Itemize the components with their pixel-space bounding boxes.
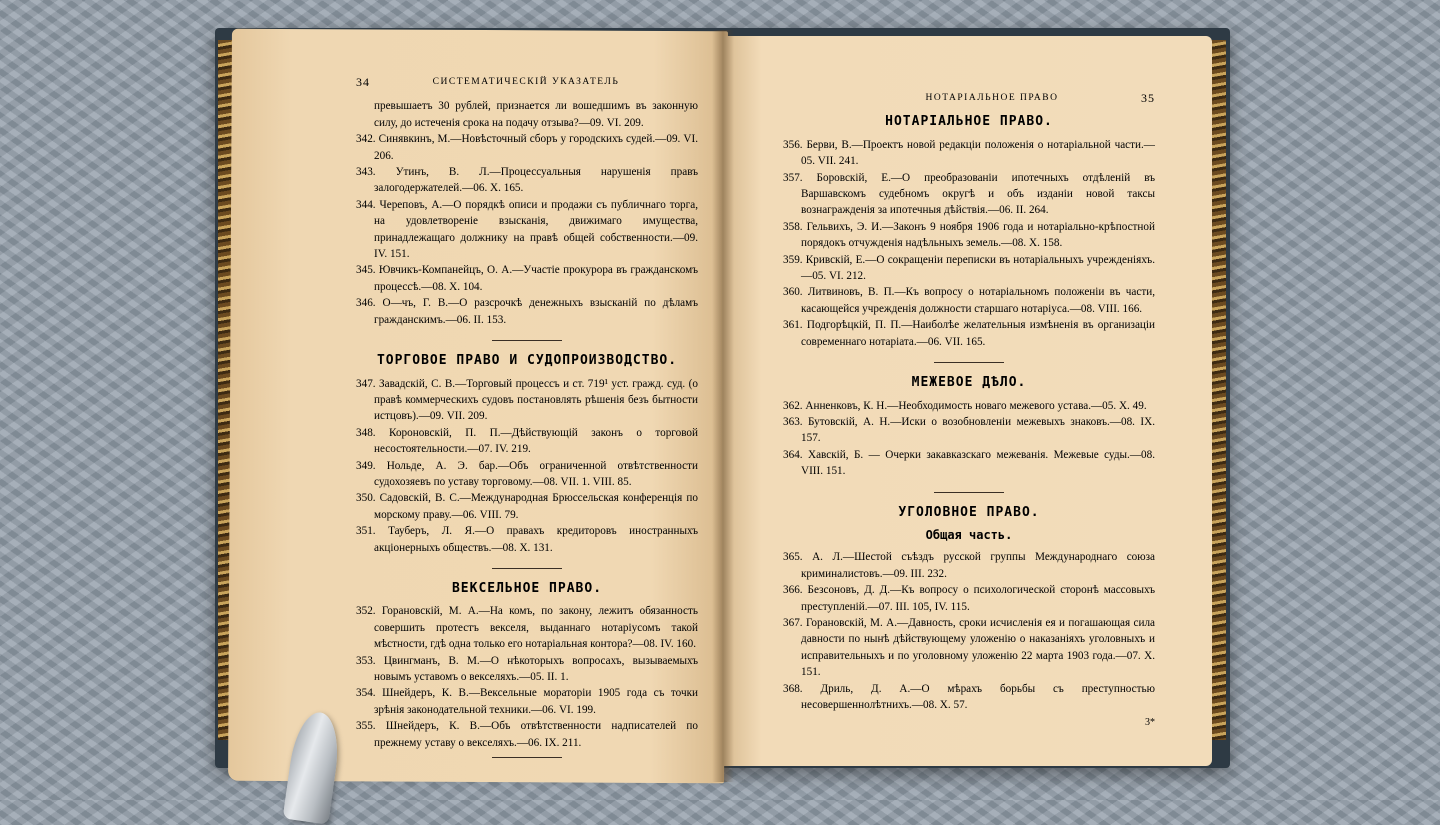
list-item: 345. Ювчикъ-Компанейцъ, О. А.—Участіе прокурора въ гражданскомъ процессѣ.—08. X. 104. <box>356 264 698 293</box>
list-item: 361. Подгорѣцкій, П. П.—Наиболѣе желательныя измѣненія въ организаціи современнаго нотаріата.—06. VII. 165. <box>783 319 1155 348</box>
list-item: 360. Литвиновъ, В. П.—Къ вопросу о нотаріальномъ положеніи въ части, касающейся учрежденія должности старшаго нотаріуса.—08. VIII. 166. <box>783 286 1155 315</box>
list-item: 348. Короновскій, П. П.—Дѣйствующій законъ о торговой несостоятельности.—07. IV. 219. <box>356 426 698 456</box>
divider <box>492 340 562 341</box>
section-title: ТОРГОВОЕ ПРАВО И СУДОПРОИЗВОДСТВО. <box>376 353 678 369</box>
section-title: ВЕКСЕЛЬНОЕ ПРАВО. <box>451 580 603 596</box>
list-item: 353. Цвингманъ, В. М.—О нѣкоторыхъ вопросахъ, вызываемыхъ новымъ уставомъ о векселяхъ.—05. II. 1. <box>356 654 698 683</box>
list-item: 346. О—чъ, Г. В.—О разсрочкѣ денежныхъ взысканій по дѣламъ гражданскимъ.—06. II. 153. <box>356 297 698 326</box>
section-title: НОТАРІАЛЬНОЕ ПРАВО. <box>885 114 1053 130</box>
list-item: 356. Берви, В.—Проектъ новой редакціи положенія о нотаріальной части.—05. VII. 241. <box>783 138 1155 168</box>
right-page-text <box>783 90 1155 732</box>
page-number: 34 <box>356 75 370 89</box>
list-item: 364. Хавскій, Б. — Очерки закавказскаго межеванія. Межевые суды.—08. VIII. 151. <box>783 448 1155 478</box>
left-page-header <box>356 74 698 90</box>
entry-continuation: превышаетъ 30 рублей, признается ли вошедшимъ въ законную силу, до истеченія срока на подачу отзыва?—09. VI. 209. <box>374 100 698 129</box>
running-title: НОТАРІАЛЬНОЕ ПРАВО <box>925 93 1059 103</box>
marbled-edge-right <box>1210 40 1226 740</box>
page-number: 35 <box>1140 91 1155 105</box>
book-gutter <box>712 30 734 782</box>
list-item: 350. Садовскій, В. С.—Международная Брюссельская конференція по морскому праву.—06. VIII. 79. <box>356 492 698 521</box>
list-item: 347. Завадскій, С. В.—Торговый процессъ и ст. 719¹ уст. гражд. суд. (о правѣ коммерческихъ судовъ постановлять рѣшенія безъ бытности истцовъ).—09. VII. 209. <box>356 377 698 423</box>
list-item: 343. Утинъ, В. Л.—Процессуальныя нарушенія правъ залогодержателей.—06. X. 165. <box>356 166 698 195</box>
list-item: 358. Гельвихъ, Э. И.—Законъ 9 ноября 1906 года и нотаріально-крѣпостной порядокъ отчужденія надѣльныхъ земель.—08. X. 158. <box>783 220 1155 250</box>
list-item: 363. Бутовскій, А. Н.—Иски о возобновленіи межевыхъ знаковъ.—08. IX. 157. <box>783 415 1155 445</box>
list-item: 367. Горановскій, М. А.—Давность, сроки исчисленія ея и погашающая сила давности по нынѣ дѣйствующему уложенію о наказаніяхъ уголовныхъ и исправительныхъ и по уголовному уложенію 22 марта 1903 года.—07. X. 151. <box>783 616 1155 679</box>
list-item: 351. Тауберъ, Л. Я.—О правахъ кредиторовъ иностранныхъ акціонерныхъ обществъ.—08. X. 131. <box>356 525 698 554</box>
section-title: МЕЖЕВОЕ ДѢЛО. <box>911 375 1027 391</box>
divider <box>934 362 1004 363</box>
signature-mark: 3* <box>1145 717 1155 729</box>
list-item: 357. Боровскій, Е.—О преобразованіи ипотечныхъ отдѣленій въ Варшавскомъ судебномъ округѣ и объ изданіи новой таксы вознагражденія за ипотечныя дѣйствія.—06. II. 264. <box>783 171 1155 217</box>
left-page-text <box>356 74 698 770</box>
list-item: 354. Шнейдеръ, К. В.—Вексельные мораторіи 1905 года съ точки зрѣнія законодательной техники.—06. VI. 199. <box>356 687 698 716</box>
list-item: 365. А. Л.—Шестой съѣздъ русской группы Международнаго союза криминалистовъ.—09. III. 232. <box>783 551 1155 580</box>
list-item: 349. Нольде, А. Э. бар.—Объ ограниченной отвѣтственности судохозяевъ по уставу торговому.—08. VII. 1. VIII. 85. <box>356 459 698 488</box>
divider <box>492 757 562 758</box>
right-page-header <box>783 90 1155 106</box>
divider <box>934 492 1004 493</box>
section-title: УГОЛОВНОЕ ПРАВО. <box>898 504 1040 520</box>
list-item: 368. Дриль, Д. А.—О мѣрахъ борьбы съ преступностью несовершеннолѣтнихъ.—08. X. 57. <box>783 682 1155 711</box>
list-item: 352. Горановскій, М. А.—На комъ, по закону, лежитъ обязанность совершить протестъ векселя, выданнаго нотаріусомъ такой мѣстности, гдѣ одна только его нотаріальная контора?—08. IV. 160. <box>356 605 698 651</box>
list-item: 362. Анненковъ, К. Н.—Необходимость новаго межевого устава.—05. X. 49. <box>783 399 1147 412</box>
list-item: 342. Синявкинъ, М.—Новѣсточный сборъ у городскихъ судей.—09. VI. 206. <box>356 133 698 162</box>
subsection-title: Общая часть. <box>925 527 1013 542</box>
divider <box>492 568 562 569</box>
list-item: 344. Череповъ, А.—О порядкѣ описи и продажи съ публичнаго торга, на удовлетвореніе взысканія, движимаго имущества, принадлежащаго должнику на правѣ общей собственности.—09. IV. 151. <box>356 198 698 261</box>
list-item: 355. Шнейдеръ, К. В.—Объ отвѣтственности надписателей по прежнему уставу о векселяхъ.—06. IX. 211. <box>356 720 698 749</box>
running-title: СИСТЕМАТИЧЕСКІЙ УКАЗАТЕЛЬ <box>432 77 620 87</box>
list-item: 359. Кривскій, Е.—О сокращеніи переписки въ нотаріальныхъ учрежденіяхъ.—05. VI. 212. <box>783 253 1155 283</box>
list-item: 366. Безсоновъ, Д. Д.—Къ вопросу о психологической сторонѣ массовыхъ преступленій.—07. III. 105, IV. 115. <box>783 584 1155 613</box>
